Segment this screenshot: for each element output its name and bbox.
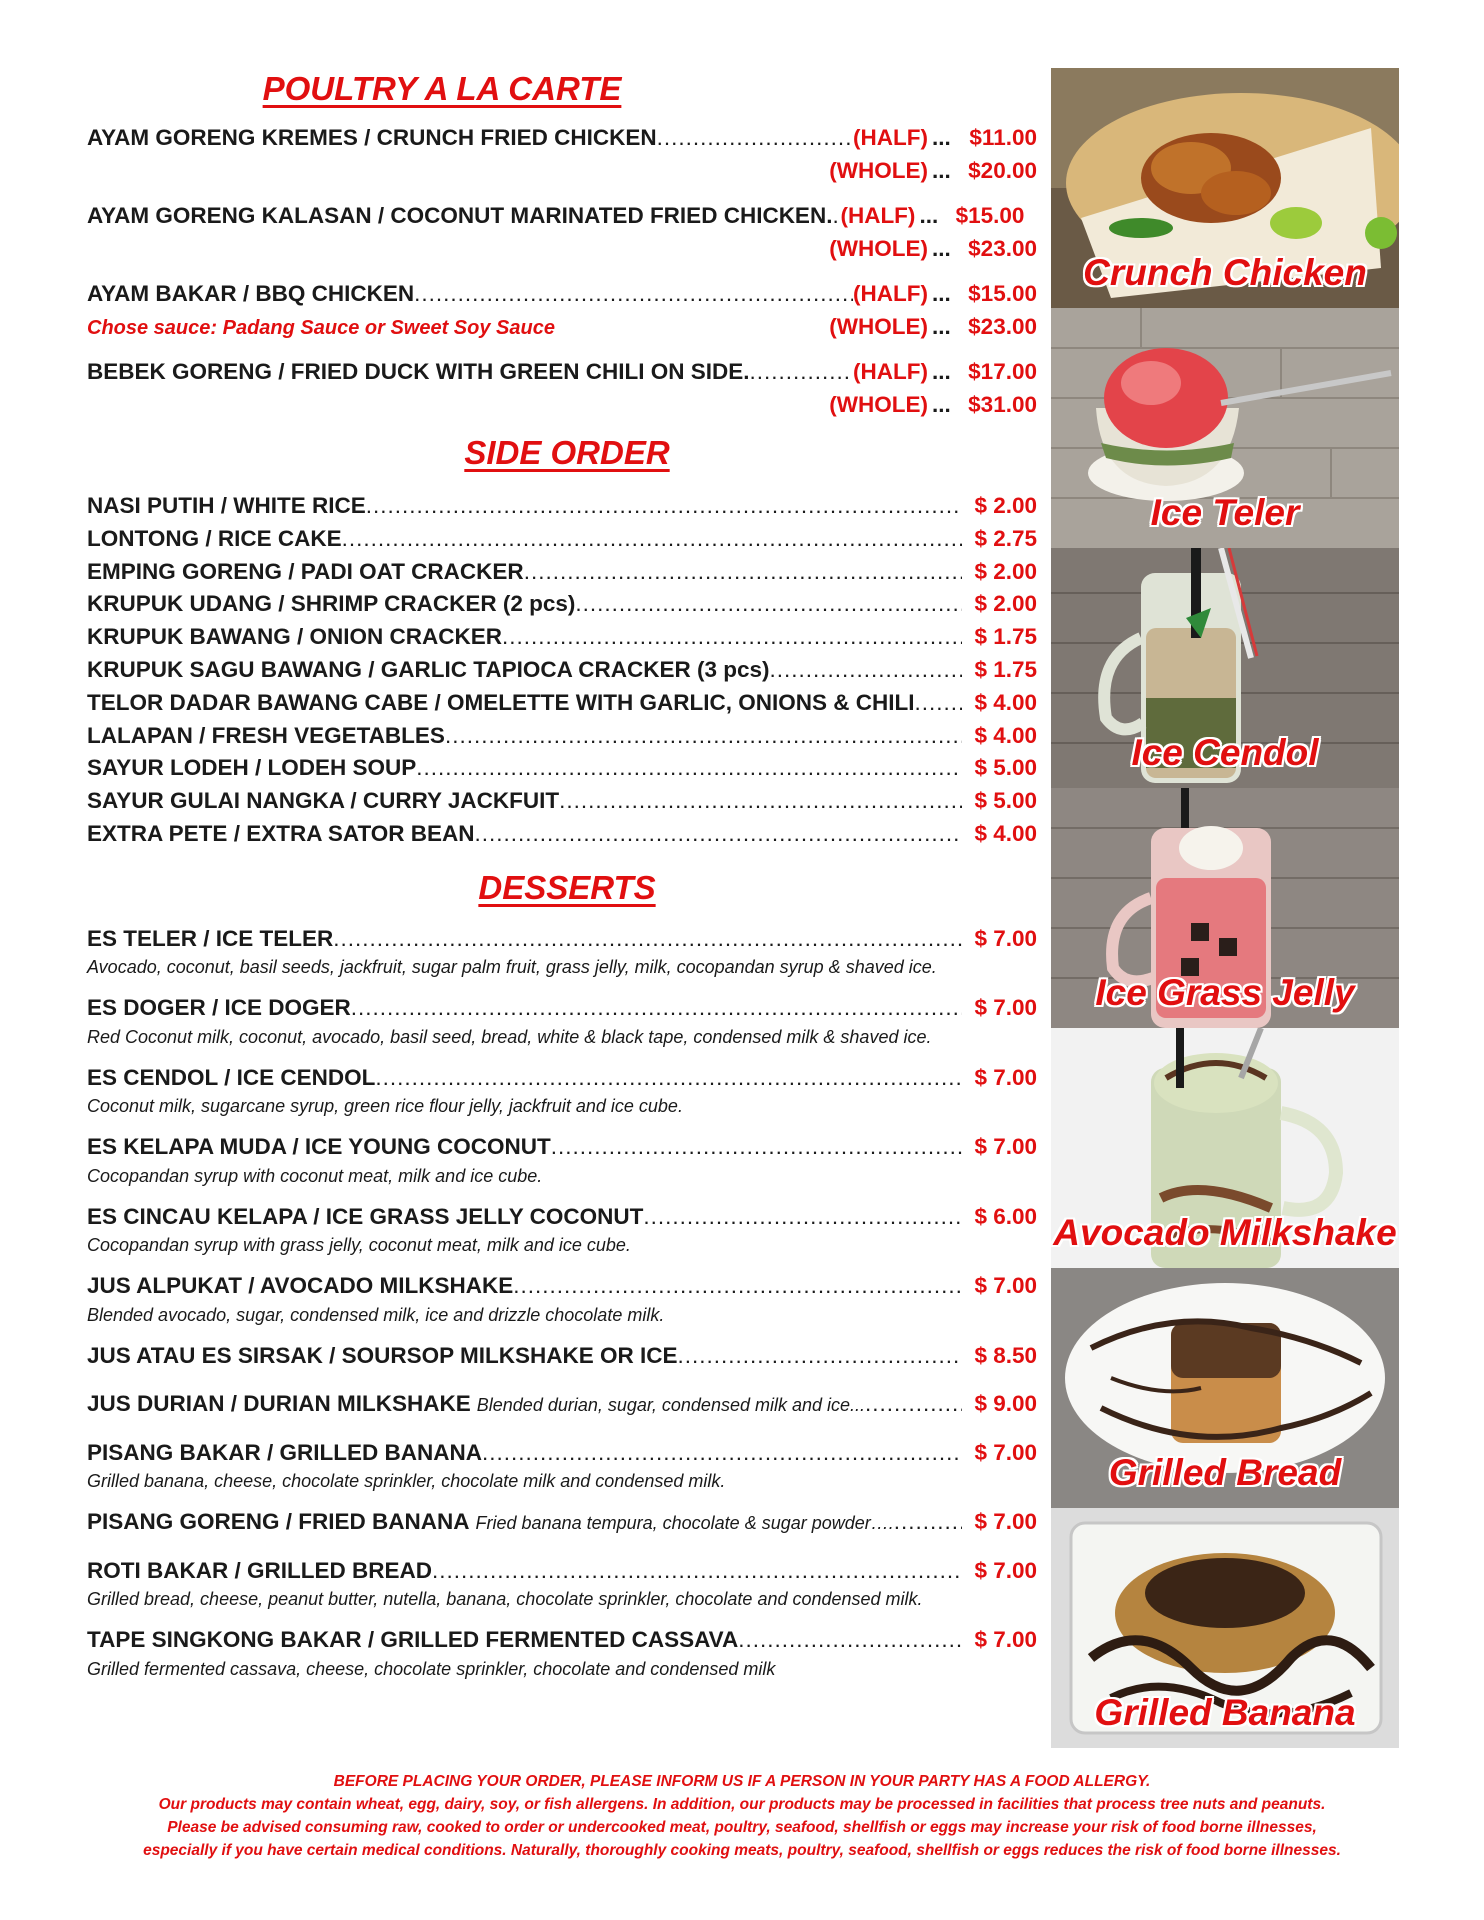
list-item: KRUPUK BAWANG / ONION CRACKER ..... $ 1.75 [87, 621, 1037, 654]
poultry-item: AYAM GORENG KREMES / CRUNCH FRIED CHICKEN ..... (HALF) ... $11.00 (WHOLE) ... $20.00 [87, 122, 1037, 187]
list-item: JUS ATAU ES SIRSAK / SOURSOP MILKSHAKE OR ICE ..... $ 8.50 [87, 1340, 1037, 1373]
half-price: $15.00 [968, 281, 1037, 306]
item-description: Cocopandan syrup with coconut meat, milk and ice cube. [87, 1165, 543, 1186]
item-description: Grilled fermented cassava, cheese, chocolate sprinkler, chocolate and condensed milk [87, 1658, 776, 1679]
list-item: NASI PUTIH / WHITE RICE ..... $ 2.00 [87, 490, 1037, 523]
whole-label: (WHOLE) [829, 235, 928, 261]
desserts-section-title: DESSERTS [478, 868, 656, 906]
list-item: ES TELER / ICE TELER ..... $ 7.00 Avocado, coconut, basil seeds, jackfruit, sugar palm fruit, grass jelly, milk, cocopandan syrup & shaved ice. [87, 923, 1037, 980]
list-item: KRUPUK SAGU BAWANG / GARLIC TAPIOCA CRACKER (3 pcs) ..... $ 1.75 [87, 654, 1037, 687]
half-label: (HALF) [853, 281, 928, 306]
leader-dots [414, 278, 853, 311]
list-item: JUS ALPUKAT / AVOCADO MILKSHAKE ..... $ 7.00 Blended avocado, sugar, condensed milk, ice and drizzle chocolate milk. [87, 1270, 1037, 1327]
item-description: Avocado, coconut, basil seeds, jackfruit, sugar palm fruit, grass jelly, milk, cocopandan syrup & shaved ice. [87, 957, 937, 978]
photo-caption: Crunch Chicken [1083, 252, 1367, 293]
half-label: (HALF) [840, 203, 916, 228]
menu-column [87, 70, 1037, 1694]
disclaimer-line: Our products may contain wheat, egg, dairy, soy, or fish allergens. In addition, our products may be processed in facilities that process tree nuts and peanuts. [158, 1796, 1326, 1813]
list-item: ES KELAPA MUDA / ICE YOUNG COCONUT ..... $ 7.00 Cocopandan syrup with coconut meat, milk and ice cube. [87, 1131, 1037, 1188]
list-item: EXTRA PETE / EXTRA SATOR BEAN ..... $ 4.00 [87, 818, 1037, 851]
item-description: Blended avocado, sugar, condensed milk, ice and drizzle chocolate milk. [87, 1304, 665, 1325]
desserts-list [87, 923, 1037, 1681]
leader-dots [750, 356, 853, 389]
whole-label: (WHOLE) [829, 391, 928, 417]
photo-caption: Grilled Bread [1108, 1452, 1342, 1493]
leader-dots [657, 122, 853, 155]
side-order-list [87, 490, 1037, 851]
poultry-item: BEBEK GORENG / FRIED DUCK WITH GREEN CHILI ON SIDE. ..... (HALF) ... $17.00 (WHOLE) ... $31.00 [87, 356, 1037, 421]
sauce-note: Chose sauce: Padang Sauce or Sweet Soy Sauce [87, 316, 555, 339]
half-label: (HALF) [853, 359, 928, 384]
photo-avocado-milkshake [1051, 1028, 1399, 1268]
whole-price: $31.00 [968, 391, 1037, 417]
list-item: SAYUR GULAI NANGKA / CURRY JACKFUIT ..... $ 5.00 [87, 785, 1037, 818]
item-description: Cocopandan syrup with grass jelly, coconut meat, milk and ice cube. [87, 1235, 631, 1256]
item-name: BEBEK GORENG / FRIED DUCK WITH GREEN CHILI ON SIDE. [87, 359, 750, 384]
poultry-section-title: POULTRY A LA CARTE [262, 70, 622, 107]
photo-column [1051, 68, 1399, 1748]
list-item: ES CENDOL / ICE CENDOL ..... $ 7.00 Coconut milk, sugarcane syrup, green rice flour jelly, jackfruit and ice cube. [87, 1062, 1037, 1119]
list-item: ROTI BAKAR / GRILLED BREAD ..... $ 7.00 Grilled bread, cheese, peanut butter, nutella, banana, chocolate sprinkler, chocolate and condensed milk. [87, 1555, 1037, 1612]
list-item: LALAPAN / FRESH VEGETABLES ..... $ 4.00 [87, 720, 1037, 753]
item-description: Coconut milk, sugarcane syrup, green rice flour jelly, jackfruit and ice cube. [87, 1096, 683, 1117]
half-price: $15.00 [955, 203, 1025, 228]
whole-label: (WHOLE) [829, 313, 928, 339]
poultry-list [87, 122, 1037, 421]
list-item: KRUPUK UDANG / SHRIMP CRACKER (2 pcs) ..... $ 2.00 [87, 588, 1037, 621]
whole-label: (WHOLE) [829, 157, 928, 183]
item-name: AYAM BAKAR / BBQ CHICKEN [87, 281, 415, 306]
item-name: AYAM GORENG KREMES / CRUNCH FRIED CHICKEN [87, 125, 657, 150]
half-price: $17.00 [968, 359, 1037, 384]
whole-price: $23.00 [968, 313, 1037, 339]
list-item: ES CINCAU KELAPA / ICE GRASS JELLY COCONUT ..... $ 6.00 Cocopandan syrup with grass jelly, coconut meat, milk and ice cube. [87, 1201, 1037, 1258]
photo-ice-cendol [1051, 548, 1399, 788]
item-description: Grilled banana, cheese, chocolate sprinkler, chocolate milk and condensed milk. [87, 1471, 726, 1492]
disclaimer-line: Please be advised consuming raw, cooked to order or undercooked meat, poultry, seafood, shellfish or eggs may increase your risk of food borne illnesses, [167, 1819, 1317, 1836]
poultry-item: AYAM GORENG KALASAN / COCONUT MARINATED FRIED CHICKEN. ..... (HALF) ... $15.00 (WHOLE) ... $23.00 [87, 200, 1037, 265]
list-item: SAYUR LODEH / LODEH SOUP ..... $ 5.00 [87, 752, 1037, 785]
photo-ice-teler [1051, 308, 1399, 548]
half-price: $11.00 [969, 125, 1037, 150]
item-description: Blended durian, sugar, condensed milk and ice... [476, 1395, 866, 1416]
list-item: ES DOGER / ICE DOGER ..... $ 7.00 Red Coconut milk, coconut, avocado, basil seed, bread, white & black tape, condensed milk & shaved ice. [87, 992, 1037, 1049]
disclaimer-line: especially if you have certain medical conditions. Naturally, thoroughly cooking meats, poultry, seafood, shellfish or eggs reduces the risk of food borne illnesses. [143, 1842, 1341, 1859]
half-label: (HALF) [853, 125, 928, 150]
disclaimer-line: BEFORE PLACING YOUR ORDER, PLEASE INFORM US IF A PERSON IN YOUR PARTY HAS A FOOD ALLERGY. [333, 1773, 1151, 1790]
photo-caption: Grilled Banana [1094, 1692, 1356, 1733]
side-order-section-title: SIDE ORDER [464, 434, 670, 471]
item-name: AYAM GORENG KALASAN / COCONUT MARINATED FRIED CHICKEN. [87, 203, 833, 228]
whole-price: $23.00 [968, 235, 1037, 261]
photo-caption: Ice Grass Jelly [1095, 972, 1355, 1013]
whole-price: $20.00 [968, 157, 1037, 183]
photo-caption: Avocado Milkshake [1053, 1212, 1397, 1253]
list-item: TELOR DADAR BAWANG CABE / OMELETTE WITH GARLIC, ONIONS & CHILI ..... $ 4.00 [87, 687, 1037, 720]
list-item: PISANG GORENG / FRIED BANANA Fried banana tempura, chocolate & sugar powder…. ..... $ 7.00 [87, 1506, 1037, 1539]
photo-grilled-bread [1051, 1268, 1399, 1508]
photo-ice-grass-jelly [1051, 788, 1399, 1028]
list-item: PISANG BAKAR / GRILLED BANANA ..... $ 7.00 Grilled banana, cheese, chocolate sprinkler, chocolate milk and condensed milk. [87, 1437, 1037, 1494]
list-item: EMPING GORENG / PADI OAT CRACKER ..... $ 2.00 [87, 556, 1037, 589]
list-item: TAPE SINGKONG BAKAR / GRILLED FERMENTED CASSAVA ..... $ 7.00 Grilled fermented cassava, cheese, chocolate sprinkler, chocolate and condensed milk [87, 1624, 1037, 1681]
photo-caption: Ice Teler [1150, 492, 1300, 533]
item-description: Grilled bread, cheese, peanut butter, nutella, banana, chocolate sprinkler, chocolate and condensed milk. [87, 1589, 923, 1610]
poultry-item: AYAM BAKAR / BBQ CHICKEN ..... (HALF) ... $15.00 Chose sauce: Padang Sauce or Sweet Soy Sauce (WHOLE) ... $23.00 [87, 278, 1037, 343]
list-item: LONTONG / RICE CAKE ..... $ 2.75 [87, 523, 1037, 556]
list-item: JUS DURIAN / DURIAN MILKSHAKE Blended durian, sugar, condensed milk and ice... ..... $ 9.00 [87, 1388, 1037, 1421]
item-description: Fried banana tempura, chocolate & sugar powder…. [475, 1513, 894, 1534]
photo-crunch-chicken [1051, 68, 1399, 308]
item-description: Red Coconut milk, coconut, avocado, basil seed, bread, white & black tape, condensed milk & shaved ice. [87, 1026, 932, 1047]
allergy-disclaimer [60, 1770, 1424, 1862]
photo-caption: Ice Cendol [1131, 732, 1319, 773]
photo-grilled-banana [1051, 1508, 1399, 1748]
